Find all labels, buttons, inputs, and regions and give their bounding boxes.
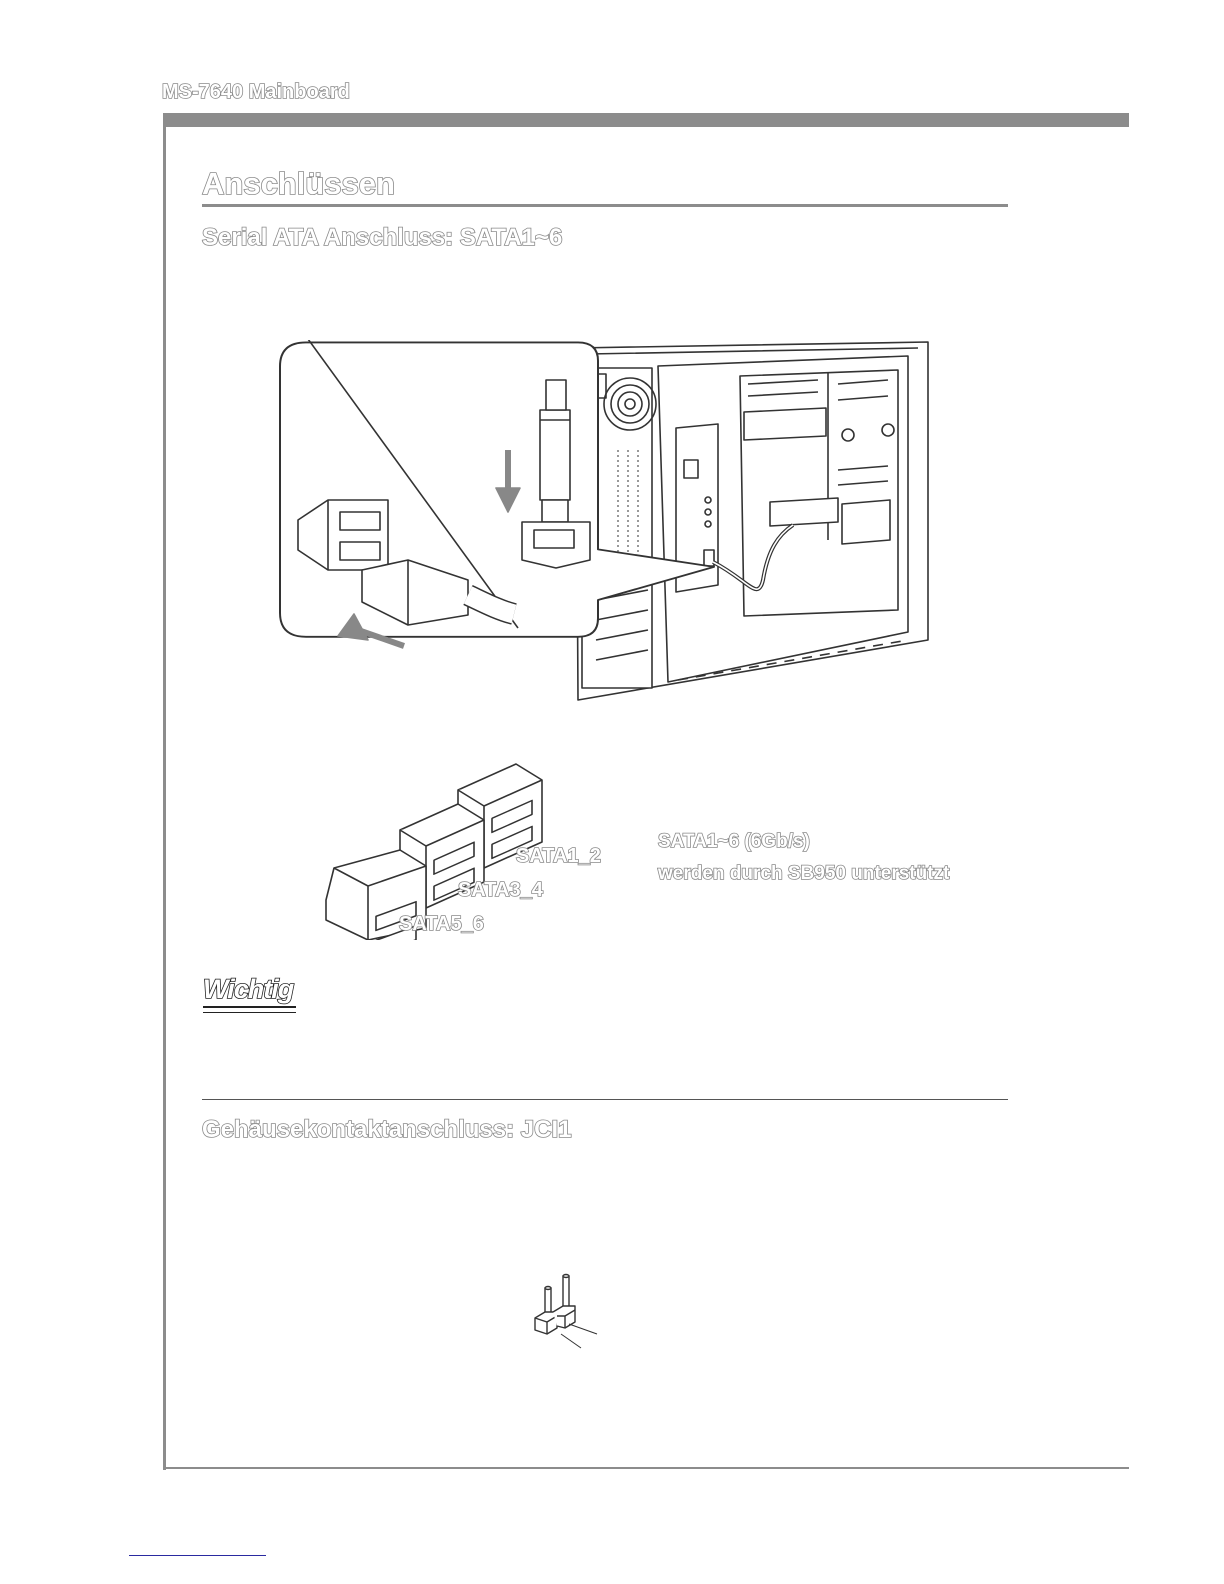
sata-support-line: werden durch SB950 unterstützt: [658, 863, 950, 884]
jci1-pin-header-illustration: [525, 1270, 605, 1350]
jci-heading: Gehäusekontaktanschluss: JCI1: [202, 1116, 572, 1143]
section-title-rule: [202, 204, 1008, 207]
sata-heading: Serial ATA Anschluss: SATA1~6: [202, 224, 563, 251]
footer-link-underline: [129, 1555, 266, 1556]
important-underline: [203, 1006, 296, 1013]
important-title: Wichtig: [203, 974, 294, 1004]
label-sata3-4: SATA3_4: [458, 879, 543, 901]
header-bar: [163, 113, 1129, 127]
label-sata1-2: SATA1_2: [516, 845, 601, 867]
section-divider: [202, 1099, 1008, 1100]
sata-speed-note: [658, 826, 949, 890]
footer-rule: [163, 1467, 1129, 1469]
sata-installation-illustration: [278, 340, 938, 710]
section-title: Anschlüssen: [202, 166, 395, 201]
sata-speed-line: SATA1~6 (6Gb/s): [658, 831, 810, 852]
page-header-title: MS-7640 Mainboard: [162, 81, 350, 103]
left-margin-rule: [163, 113, 166, 1470]
label-sata5-6: SATA5_6: [399, 913, 484, 935]
